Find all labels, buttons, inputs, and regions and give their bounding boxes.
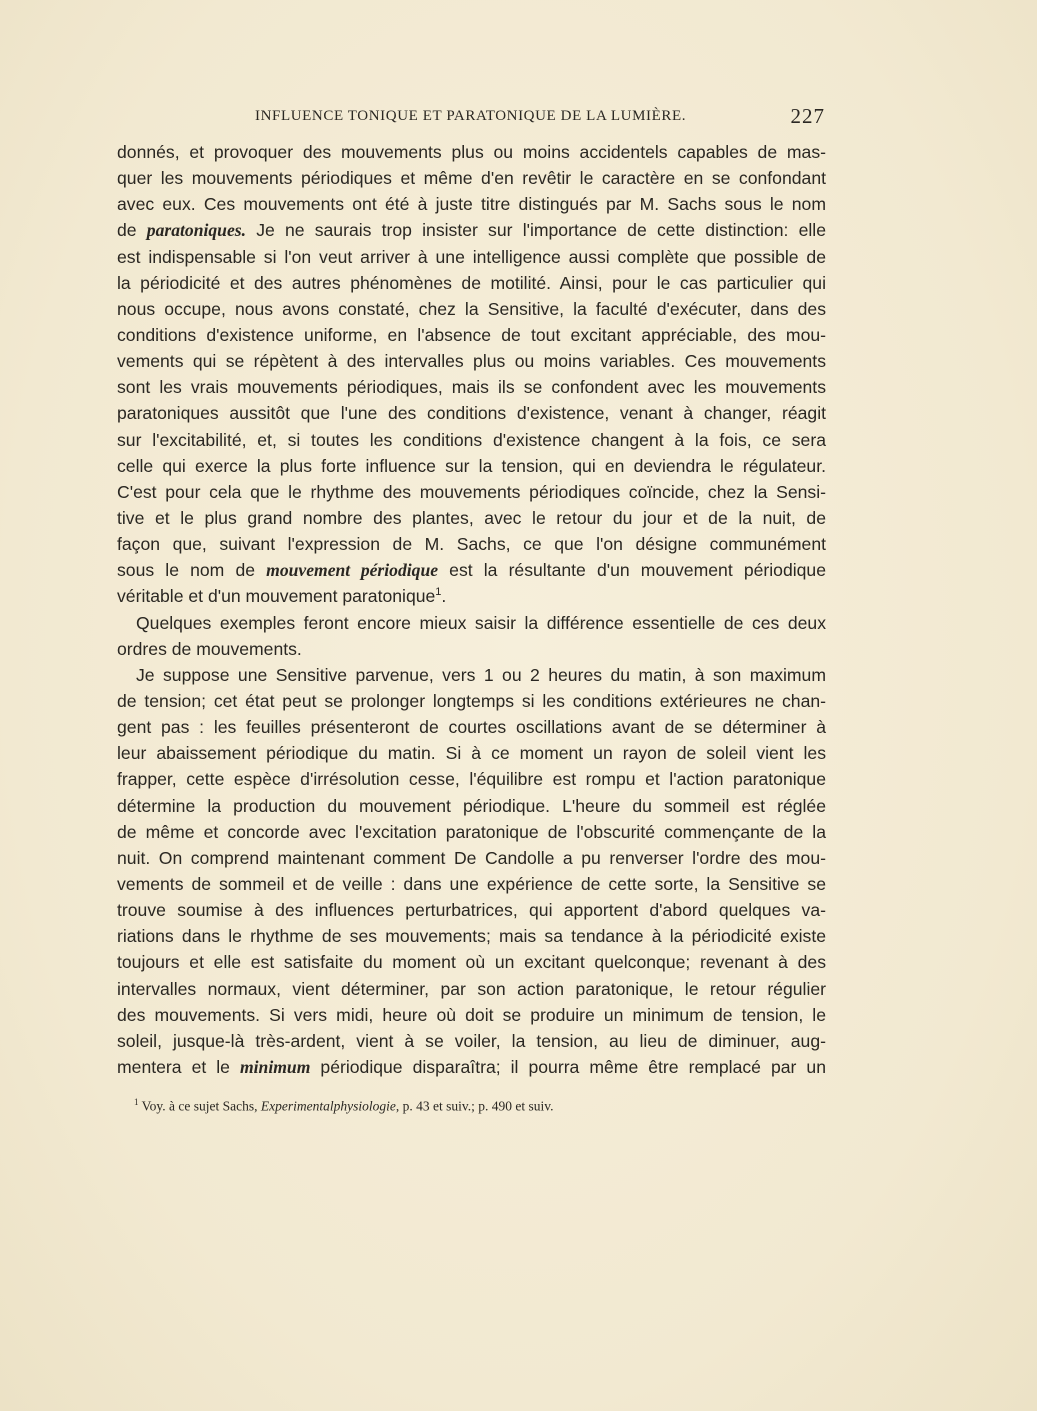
text-run: de tension; cet état peut se prolonger longtemps si les conditions extérieures ne chan-: [117, 690, 826, 711]
running-head: INFLUENCE TONIQUE ET PARATONIQUE DE LA LUMIÈRE.: [255, 108, 687, 124]
text-line: [117, 610, 826, 636]
text-run: véritable et d'un mouvement paratonique: [117, 586, 436, 607]
text-line: [117, 1054, 826, 1080]
italic-term: minimum: [239, 1056, 311, 1077]
text-line: [117, 400, 826, 426]
text-run: donnés, et provoquer des mouvements plus ou moins accidentels capables de mas-: [117, 142, 826, 162]
text-line: [117, 714, 826, 740]
footnote-text-after: , p. 43 et suiv.; p. 490 et suiv.: [395, 1098, 554, 1114]
page-header: [117, 104, 825, 130]
text-run: soleil, jusque-là très-ardent, vient à se voiler, la tension, au lieu de diminuer, aug-: [117, 1030, 826, 1051]
text-run: Quelques exemples feront encore mieux saisir la différence essentielle de ces deux: [136, 612, 826, 633]
text-line: [117, 688, 826, 714]
text-line: [117, 557, 826, 583]
text-run: leur abaissement périodique du matin. Si à ce moment un rayon de soleil vient les: [117, 743, 826, 764]
text-run: est la résultante d'un mouvement périodique: [438, 560, 826, 581]
body-text: [117, 139, 826, 1080]
text-line: [117, 1028, 826, 1054]
text-run: Je ne saurais trop insister sur l'importance de cette distinction: elle: [246, 220, 826, 241]
text-run: conditions d'existence uniforme, en l'absence de tout excitant appréciable, des mou-: [117, 324, 826, 345]
text-line: [117, 976, 826, 1002]
text-line: [117, 1002, 826, 1028]
text-line: [117, 322, 826, 348]
footnote-cited-title: Experimentalphysiologie: [260, 1098, 396, 1114]
footnote-text-before: Voy. à ce sujet Sachs,: [138, 1098, 261, 1114]
italic-term: paratoniques.: [146, 220, 246, 241]
text-run: vements qui se répètent à des intervalles plus ou moins variables. Ces mouvements: [117, 351, 826, 372]
text-run: quer les mouvements périodiques et même d'en revêtir le caractère en se confondant: [117, 168, 826, 189]
text-run: périodique disparaîtra; il pourra même être remplacé par un: [310, 1056, 827, 1077]
text-run: .: [441, 586, 447, 607]
text-run: façon que, suivant l'expression de M. Sachs, ce que l'on désigne communément: [117, 534, 826, 555]
text-run: riations dans le rhythme de ses mouvements; mais sa tendance à la périodicité existe: [117, 926, 826, 947]
text-run: ordres de mouvements.: [117, 638, 302, 659]
text-run: toujours et elle est satisfaite du moment où un excitant quelconque; revenant à des: [117, 952, 826, 973]
text-line: [117, 453, 826, 479]
text-run: gent pas : les feuilles présenteront de courtes oscillations avant de se déterminer à: [117, 717, 826, 738]
footnote-reference: 1: [435, 586, 442, 599]
text-run: sous le nom de: [117, 560, 267, 581]
text-run: celle qui exerce la plus forte influence sur la tension, qui en deviendra le régulateur.: [117, 455, 826, 476]
text-run: tive et le plus grand nombre des plantes, avec le retour du jour et de la nuit, de: [117, 507, 826, 528]
text-run: sont les vrais mouvements périodiques, mais ils se confondent avec les mouvements: [117, 377, 826, 398]
text-run: la périodicité et des autres phénomènes de motilité. Ainsi, pour le cas particulier qui: [117, 272, 826, 293]
text-run: trouve soumise à des influences perturbatrices, qui apportent d'abord quelques va-: [117, 900, 826, 921]
text-line: [117, 793, 826, 819]
text-line: [117, 479, 826, 505]
text-line: [117, 531, 826, 557]
text-run: nuit. On comprend maintenant comment De Candolle a pu renverser l'ordre des mou-: [117, 847, 826, 868]
text-line: [117, 505, 826, 531]
text-line: [117, 244, 826, 270]
text-line: [117, 897, 826, 923]
text-line: [117, 348, 826, 374]
text-run: de même et concorde avec l'excitation paratonique de l'obscurité commençante de la: [117, 821, 826, 842]
text-line: [117, 165, 826, 191]
text-run: détermine la production du mouvement périodique. L'heure du sommeil est réglée: [117, 795, 826, 816]
text-line: [117, 427, 826, 453]
text-run: mentera et le: [117, 1056, 240, 1077]
text-run: de: [117, 220, 147, 241]
text-line: [117, 296, 826, 322]
text-line: [117, 766, 826, 792]
text-line: [117, 636, 826, 662]
text-line: [117, 949, 826, 975]
text-line: [117, 662, 826, 688]
text-run: frapper, cette espèce d'irrésolution cesse, l'équilibre est rompu et l'action paratonique: [117, 769, 826, 790]
text-line: [117, 740, 826, 766]
text-line: [117, 871, 826, 897]
text-run: Je suppose une Sensitive parvenue, vers 1 ou 2 heures du matin, à son maximum: [136, 664, 826, 685]
text-line: [117, 374, 826, 400]
text-line: [117, 923, 826, 949]
text-line: [117, 139, 826, 165]
text-run: avec eux. Ces mouvements ont été à juste titre distingués par M. Sachs sous le nom: [117, 194, 826, 215]
text-line: [117, 819, 826, 845]
text-run: vements de sommeil et de veille : dans une expérience de cette sorte, la Sensitive se: [117, 873, 826, 894]
text-run: nous occupe, nous avons constaté, chez la Sensitive, la faculté d'exécuter, dans des: [117, 298, 826, 319]
text-line: [117, 583, 826, 609]
text-line: [117, 845, 826, 871]
text-line: [117, 270, 826, 296]
footnote-marker: 1: [134, 1097, 139, 1107]
footnote: [134, 1097, 794, 1115]
text-run: des mouvements. Si vers midi, heure où doit se produire un minimum de tension, le: [117, 1004, 826, 1025]
text-line: [117, 217, 826, 243]
text-run: paratoniques aussitôt que l'une des conditions d'existence, venant à changer, réagit: [117, 403, 826, 424]
text-run: intervalles normaux, vient déterminer, par son action paratonique, le retour régulier: [117, 978, 826, 999]
text-line: [117, 191, 826, 217]
italic-term: mouvement périodique: [266, 560, 439, 581]
page-number: 227: [790, 104, 825, 128]
text-run: est indispensable si l'on veut arriver à une intelligence aussi complète que possible de: [117, 246, 826, 267]
text-run: sur l'excitabilité, et, si toutes les conditions d'existence changent à la fois, ce sera: [117, 429, 826, 450]
text-run: C'est pour cela que le rhythme des mouvements périodiques coïncide, chez la Sensi-: [117, 481, 826, 502]
